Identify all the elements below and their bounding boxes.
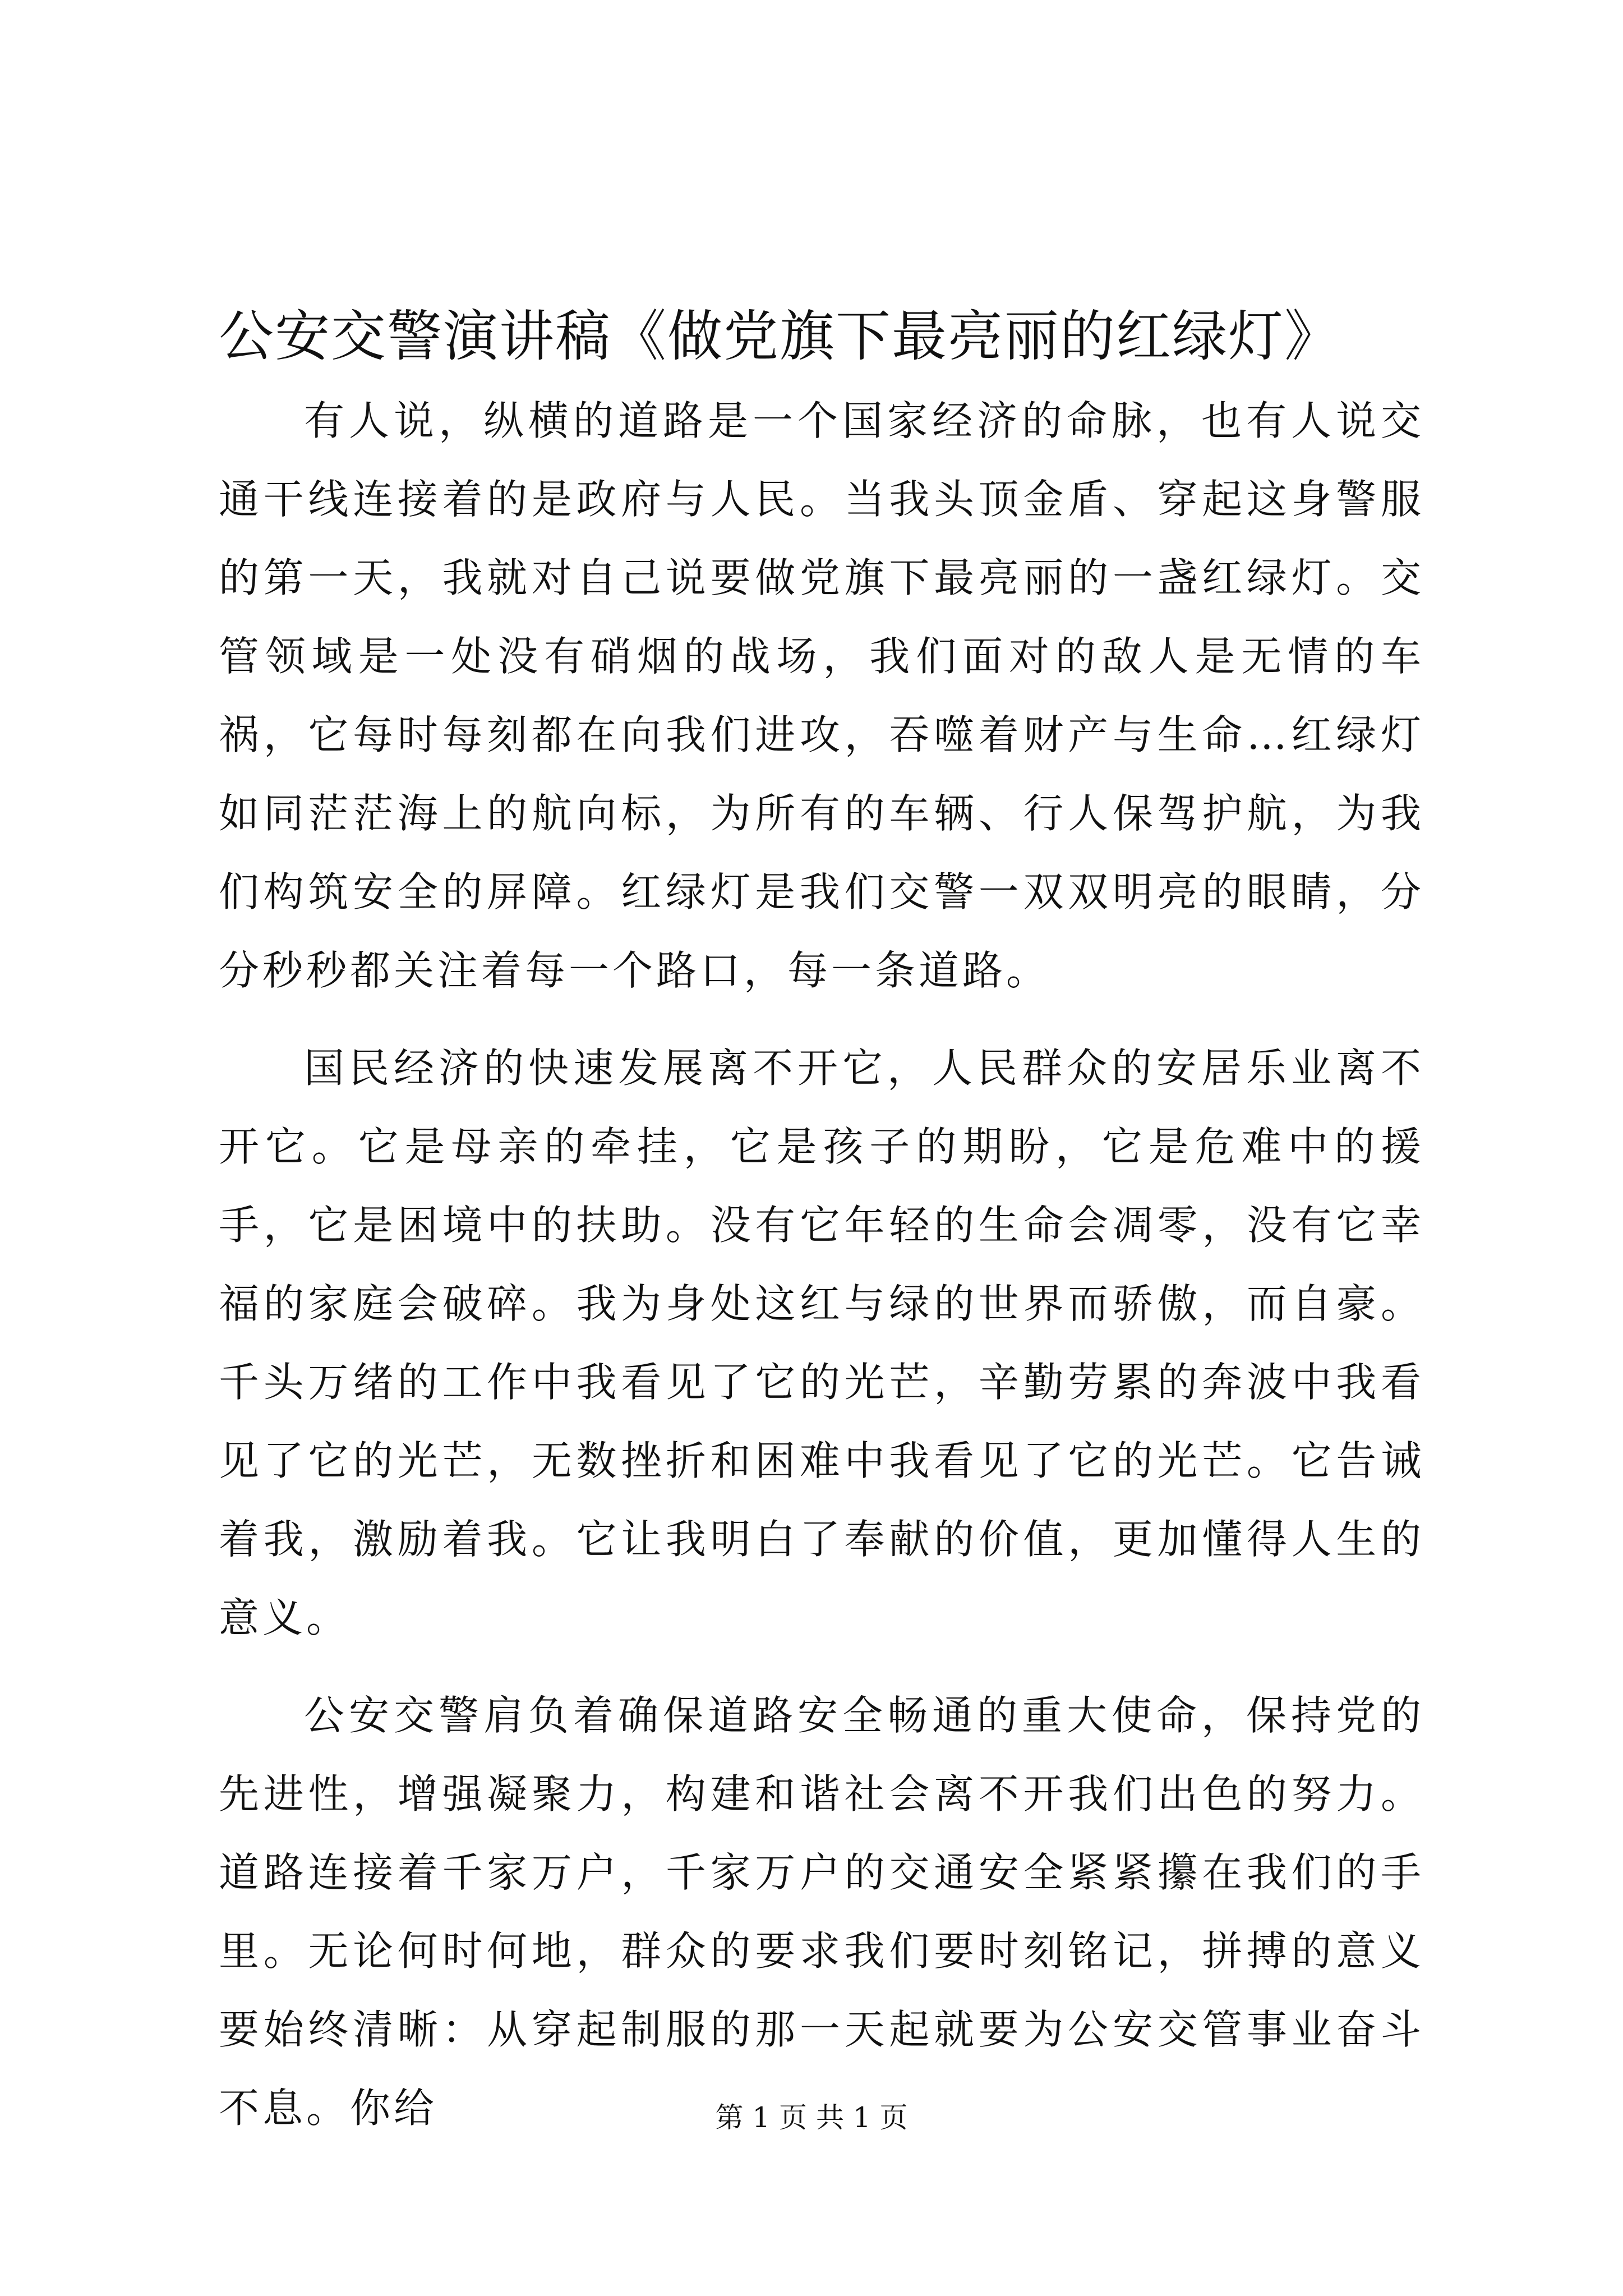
document-body xyxy=(219,381,1424,2147)
page-footer xyxy=(0,2098,1623,2137)
paragraph-2: 国民经济的快速发展离不开它，人民群众的安居乐业离不开它。它是母亲的牵挂，它是孩子的期盼，它是危难中的援手，它是困境中的扶助。没有它年轻的生命会凋零，没有它幸福的家庭会破碎。我为身处这红与绿的世界而骄傲，而自豪。千头万绪的工作中我看见了它的光芒，辛勤劳累的奔波中我看见了它的光芒，无数挫折和困难中我看见了它的光芒。它告诫着我，激励着我。它让我明白了奉献的价值，更加懂得人生的意义。 xyxy=(219,1045,1424,1641)
page-number: 第 1 页 共 1 页 xyxy=(715,2101,908,2134)
document-title: 公安交警演讲稿《做党旗下最亮丽的红绿灯》 xyxy=(219,305,1341,369)
paragraph-1: 有人说，纵横的道路是一个国家经济的命脉，也有人说交通干线连接着的是政府与人民。当我头顶金盾、穿起这身警服的第一天，我就对自己说要做党旗下最亮丽的一盏红绿灯。交管领域是一处没有硝烟的战场，我们面对的敌人是无情的车祸，它每时每刻都在向我们进攻，吞噬着财产与生命…红绿灯如同茫茫海上的航向标，为所有的车辆、行人保驾护航，为我们构筑安全的屏障。红绿灯是我们交警一双双明亮的眼睛，分分秒秒都关注着每一个路口，每一条道路。 xyxy=(219,397,1424,994)
paragraph-3: 公安交警肩负着确保道路安全畅通的重大使命，保持党的先进性，增强凝聚力，构建和谐社会离不开我们出色的努力。道路连接着千家万户，千家万户的交通安全紧紧攥在我们的手里。无论何时何地，群众的要求我们要时刻铭记，拼搏的意义要始终清晰：从穿起制服的那一天起就要为公安交管事业奋斗不息。你给 xyxy=(219,1692,1424,2132)
